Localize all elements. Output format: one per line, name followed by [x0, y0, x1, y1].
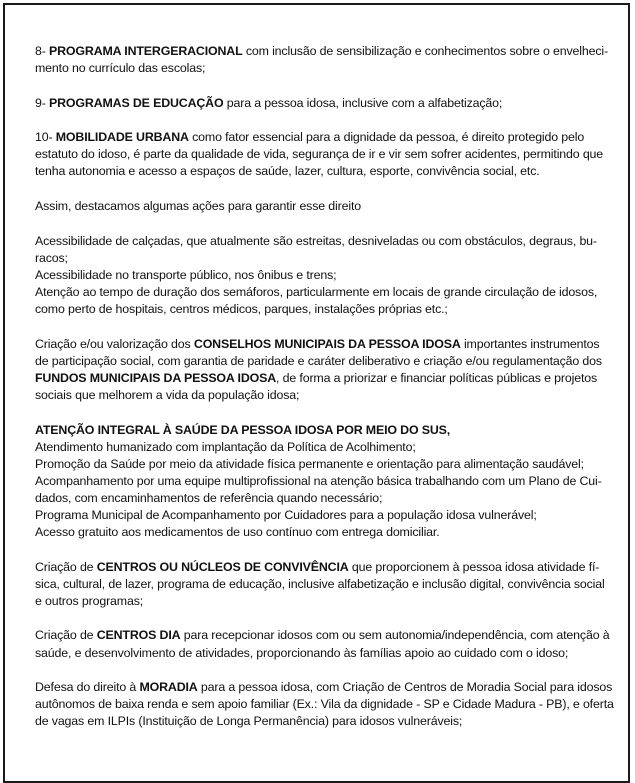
text-segment: Criação de — [35, 628, 97, 643]
bold-text: PROGRAMA INTERGERACIONAL — [49, 44, 243, 58]
paragraph-p-centros — [35, 559, 607, 610]
text-segment: Acessibilidade de calçadas, que atualmente são estreitas, desniveladas ou com obstáculos, degraus, bu- — [35, 233, 597, 248]
text-segment: Defesa do direito à — [35, 680, 140, 695]
paragraph-p9 — [35, 95, 607, 112]
text-line — [35, 713, 607, 730]
text-segment: Criação e/ou valorização dos — [35, 336, 194, 351]
text-line — [35, 439, 607, 456]
text-line — [35, 576, 607, 593]
text-line — [35, 301, 607, 318]
text-segment: Promoção da Saúde por meio da atividade física permanente e orientação para alimentação saudável; — [35, 456, 584, 471]
paragraph-p-assim — [35, 198, 607, 215]
text-segment: de vagas em ILPIs (Instituição de Longa Permanência) para idosos vulneráveis; — [35, 714, 463, 729]
text-line — [35, 336, 607, 353]
bold-text: FUNDOS MUNICIPAIS DA PESSOA IDOSA — [35, 370, 277, 385]
document-page — [3, 3, 630, 783]
text-line — [35, 284, 607, 301]
text-segment: Assim, destacamos algumas ações para garantir esse direito — [35, 199, 362, 214]
text-line — [35, 696, 614, 713]
text-segment: tenha autonomia e acesso a espaços de saúde, lazer, cultura, esporte, convivência social, etc. — [35, 164, 540, 179]
text-line — [35, 146, 607, 163]
bold-text: PROGRAMAS DE EDUCAÇÃO — [49, 95, 224, 110]
text-segment: Atendimento humanizado com implantação da Política de Acolhimento; — [35, 439, 416, 454]
text-segment: Acessibilidade no transporte público, nos ônibus e trens; — [35, 267, 337, 282]
text-segment: importantes instrumentos — [460, 336, 600, 351]
text-line — [35, 645, 607, 662]
text-segment: 8- — [35, 44, 50, 58]
bold-text: MOBILIDADE URBANA — [55, 130, 189, 145]
text-segment: para a pessoa idosa, com Criação de Centros de Moradia Social para idosos — [197, 680, 613, 695]
paragraph-p-acess — [35, 233, 607, 318]
text-segment: que proporcionem à pessoa idosa atividade fí- — [348, 559, 600, 574]
bold-text: CENTROS DIA — [96, 628, 181, 643]
text-segment: 10- — [35, 130, 56, 145]
text-segment: dados, com encaminhamentos de referência quando necessário; — [35, 490, 383, 505]
text-line — [35, 473, 607, 490]
text-segment: Acompanhamento por uma equipe multiprofissional na atenção básica trabalhando com um Plano de Cui- — [35, 473, 602, 488]
text-line — [35, 163, 607, 180]
paragraph-p8 — [35, 43, 607, 77]
text-line — [35, 559, 607, 576]
text-segment: e outros programas; — [35, 593, 144, 608]
bold-text: ATENÇÃO INTEGRAL À SAÚDE DA PESSOA IDOSA POR MEIO DO SUS, — [35, 422, 451, 437]
text-segment: racos; — [35, 250, 68, 265]
text-segment: sociais que melhorem a vida da população idosa; — [35, 387, 300, 402]
text-line — [35, 233, 607, 250]
text-segment: como perto de hospitais, centros médicos, parques, instalações próprias etc.; — [35, 302, 448, 317]
text-segment: de participação social, com garantia de paridade e caráter deliberativo e criação e/ou regulamentação dos — [35, 353, 602, 368]
paragraph-p-dia — [35, 627, 610, 661]
text-segment: 9- — [35, 95, 50, 110]
paragraph-p-moradia — [35, 679, 614, 730]
bold-text: CONSELHOS MUNICIPAIS DA PESSOA IDOSA — [193, 336, 461, 351]
text-line — [35, 524, 607, 541]
text-line — [35, 370, 607, 387]
text-line — [35, 353, 607, 370]
text-line — [35, 456, 607, 473]
text-line — [35, 43, 607, 60]
text-line — [35, 593, 607, 610]
text-line — [35, 250, 607, 267]
text-line — [35, 267, 607, 284]
document-body — [35, 43, 614, 748]
text-segment: com inclusão de sensibilização e conhecimentos sobre o envelheci- — [242, 44, 608, 58]
text-segment: Programa Municipal de Acompanhamento por Cuidadores para a população idosa vulnerável; — [35, 507, 537, 522]
text-segment: para recepcionar idosos com ou sem autonomia/independência, com atenção à — [180, 628, 610, 643]
text-line — [35, 198, 607, 215]
paragraph-p-saude — [35, 422, 607, 542]
text-segment: autônomos de baixa renda e sem apoio familiar (Ex.: Vila da dignidade - SP e Cidade Madura - PB), e oferta — [35, 697, 614, 712]
bold-text: MORADIA — [139, 680, 198, 695]
text-line — [35, 387, 607, 404]
text-segment: Atenção ao tempo de duração dos semáforos, particularmente em locais de grande circulação de idosos, — [35, 284, 598, 299]
text-line — [35, 129, 607, 146]
paragraph-p10 — [35, 129, 607, 180]
text-segment: Acesso gratuito aos medicamentos de uso contínuo com entrega domiciliar. — [35, 525, 440, 540]
text-line — [35, 95, 607, 112]
text-segment: Criação de — [35, 559, 97, 574]
text-line — [35, 507, 607, 524]
text-segment: , de forma a priorizar e financiar políticas públicas e projetos — [276, 370, 598, 385]
bold-text: CENTROS OU NÚCLEOS DE CONVIVÊNCIA — [96, 559, 349, 574]
text-line — [35, 60, 607, 77]
text-line — [35, 627, 610, 644]
text-line — [35, 679, 613, 696]
text-segment: para a pessoa idosa, inclusive com a alfabetização; — [223, 95, 503, 110]
text-line — [35, 422, 607, 439]
paragraph-p-conselhos — [35, 336, 607, 404]
text-segment: estatuto do idoso, é parte da qualidade de vida, segurança de ir e vir sem sofrer acidentes, permitindo que — [35, 147, 604, 162]
text-segment: mento no currículo das escolas; — [35, 61, 206, 76]
text-segment: saúde, e desenvolvimento de atividades, proporcionando às famílias apoio ao cuidado com o idoso; — [35, 645, 569, 660]
text-line — [35, 490, 607, 507]
text-segment: como fator essencial para a dignidade da pessoa, é direito protegido pelo — [188, 130, 585, 145]
text-segment: sica, cultural, de lazer, programa de educação, inclusive alfabetização e inclusão digital, convivência social — [35, 576, 605, 591]
